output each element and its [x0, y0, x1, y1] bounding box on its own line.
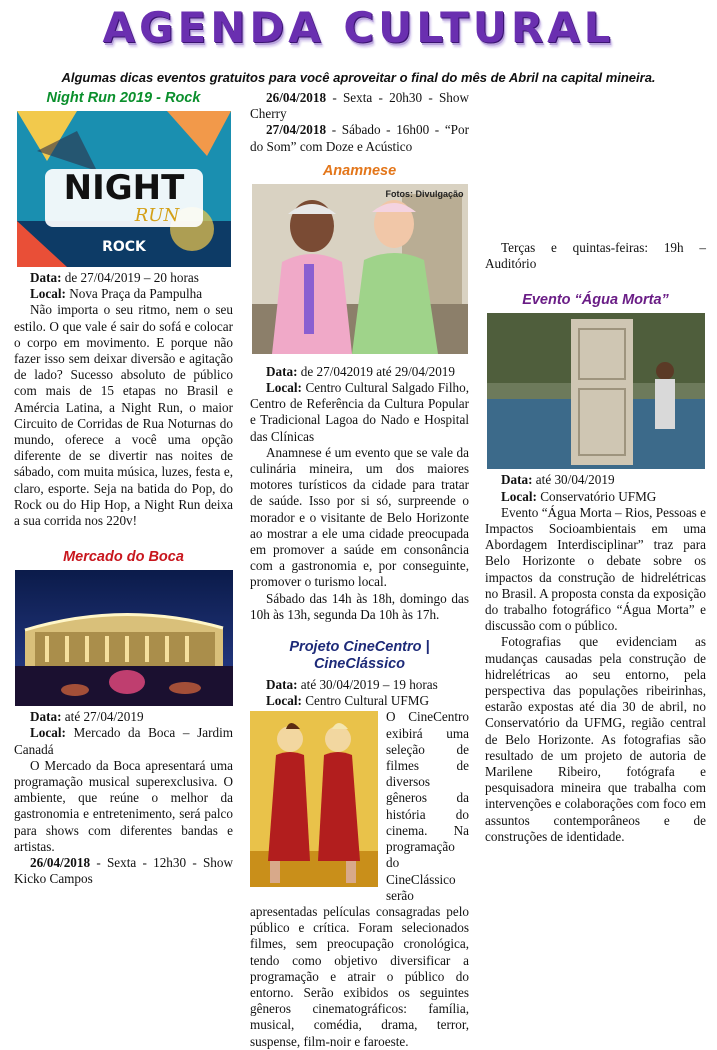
- agua-photo: [487, 313, 705, 469]
- column-1: [14, 90, 233, 887]
- agua-body-2: Fotografias que evidenciam as mudanças causadas pela construção de hidrelétricas ao seu entorno, pela perspectiva das populações ribeirinhas, estarão expostas até dia 30 de abril, no Conservatório da UFMG, região central de Belo Horizonte. As fotografias são resultado de um projeto de autoria de Marilene Ribeiro, fotógrafa e pesquisadora mineira que trabalha com intervenções e colaborações com foco em assuntos contemporâneos e de construções de identidade.: [485, 634, 706, 844]
- anamnese-body: Anamnese é um evento que se vale da culinária mineira, um dos maiores motores turísticos da cidade para tratar de saúde. Isso por si só, surpreende o morador e o visitante de Belo Horizonte ao mostrar a ele uma cidade preocupada em promover a saúde em consonância com a gastronomia e, por conseguinte, promover o turismo local.: [250, 444, 469, 590]
- masthead: [0, 0, 717, 62]
- mercado-body: O Mercado da Boca apresentará uma programação musical superexclusiva. O ambiente, que reúne o melhor da gastronomia e entretenimento, será palco para shows com diferentes bandas e artistas.: [14, 757, 233, 854]
- anamnese-place: Centro Cultural Salgado Filho, Centro de Referência da Cultura Popular e Tradicional Lagoa do Nado e Hospital das Clínicas: [250, 380, 469, 444]
- cine-photo: [250, 711, 378, 887]
- cine-wrap: [250, 709, 469, 1049]
- poster-rock-text: ROCK: [101, 239, 146, 255]
- column-2: [250, 90, 469, 1050]
- mercado-show1: - Sexta - 12h30 - Show Kicko Campos: [14, 855, 233, 887]
- night-run-poster: [17, 111, 231, 267]
- mercado-title: Mercado do Boca: [63, 549, 184, 566]
- mercado-show2-date: 26/04/2018: [266, 90, 327, 105]
- night-run-date: de 27/04/2019 – 20 horas: [61, 270, 199, 285]
- mercado-place: Mercado da Boca – Jardim Canadá: [14, 725, 233, 757]
- night-run-body: Não importa o seu ritmo, nem o seu estilo. O que vale é sair do sofá e colocar o corpo em movimento. E porque não fazer isso sem deixar diversão e agitação de lado? Sucesso absoluto de público com mais de 15 etapas no Brasil e Amércia Latina, a Night Run, o maior Circuito de Corridas de Rua Noturnas do mundo, oferece a você uma opção diferente de se divertir nas noites de sábado, com muita música, luzes, festa e, claro, esporte. Seja na batida do Pop, do Rock ou do Hip Hop, a Night Run deixa a sua corrida nos 220v!: [14, 302, 233, 529]
- mercado-show1-date: 26/04/2018: [30, 855, 91, 871]
- agua-place: Conservatório UFMG: [536, 488, 657, 504]
- mercado-photo: [15, 570, 233, 706]
- night-run-place-label: Local:: [30, 286, 66, 302]
- cine-place-label: Local:: [266, 693, 302, 709]
- poster-night-text: NIGHT: [63, 168, 184, 208]
- cine-title: Projeto CineCentro | CineClássico: [289, 639, 430, 673]
- night-run-title: Night Run 2019 - Rock: [46, 90, 201, 106]
- cine-place: Centro Cultural UFMG: [301, 693, 430, 709]
- cine-date: até 30/04/2019 – 19 horas: [297, 677, 438, 693]
- cine-date-label: Data:: [266, 677, 298, 693]
- anamnese-title: Anamnese: [322, 162, 397, 179]
- cine-schedule: Terças e quintas-feiras: 19h – Auditório: [485, 240, 706, 272]
- agua-body-1: Evento “Água Morta – Rios, Pessoas e Impactos Socioambientais em uma Abordagem Interdisciplinar” traz para Belo Horizonte o debate sobre os impactos da construção de hidrelétricas no Brasil. A proposta consta da exposição do trabalho fotográfico “Água Morta” e discussão com o público.: [485, 504, 706, 634]
- anamnese-place-label: Local:: [266, 380, 302, 396]
- agua-date: até 30/04/2019: [532, 472, 615, 488]
- masthead-title: AGENDA CULTURAL: [102, 3, 615, 52]
- mercado-date-label: Data:: [30, 709, 62, 725]
- anamnese-photo: [252, 184, 468, 354]
- intro-line: Algumas dicas eventos gratuitos para você aproveitar o final do mês de Abril na capital mineira.: [61, 70, 656, 85]
- column-3: [485, 90, 706, 845]
- mercado-show3-date: 27/04/2018: [266, 122, 327, 138]
- cine-body: O CineCentro exibirá uma seleção de filmes de diversos gêneros da história do cinema. Na programação do CineClássico serão apresentadas películas consagradas pelo público e crítica. Foram selecionados filmes, sem preocupação cronológica, tendo como objetivo diversificar a programação e atrair o público do entorno. Serão exibidos os seguintes gêneros cinematográficos: família, musical, comédia, drama, terror, suspense, film-noir e faroeste.: [250, 709, 469, 1049]
- agua-place-label: Local:: [501, 488, 537, 504]
- night-run-place: Nova Praça da Pampulha: [65, 286, 203, 302]
- anamnese-schedule: Sábado das 14h às 18h, domingo das 10h às 13h, segunda Da 10h às 17h.: [250, 590, 469, 622]
- poster-run-text: RUN: [134, 205, 179, 226]
- night-run-date-label: Data:: [30, 270, 62, 285]
- anamnese-date: de 27/042019 até 29/04/2019: [297, 363, 455, 379]
- agua-title: Evento “Água Morta”: [522, 292, 669, 309]
- anamnese-date-label: Data:: [266, 363, 298, 379]
- mercado-place-label: Local:: [30, 725, 66, 741]
- mercado-show3: - Sábado - 16h00 - “Por do Som” com Doze e Acústico: [250, 122, 469, 154]
- mercado-date: até 27/04/2019: [61, 709, 144, 725]
- agua-date-label: Data:: [501, 472, 533, 488]
- mercado-show2: - Sexta - 20h30 - Show Cherry: [250, 90, 469, 122]
- photo-credit: Fotos: Divulgação: [385, 188, 464, 199]
